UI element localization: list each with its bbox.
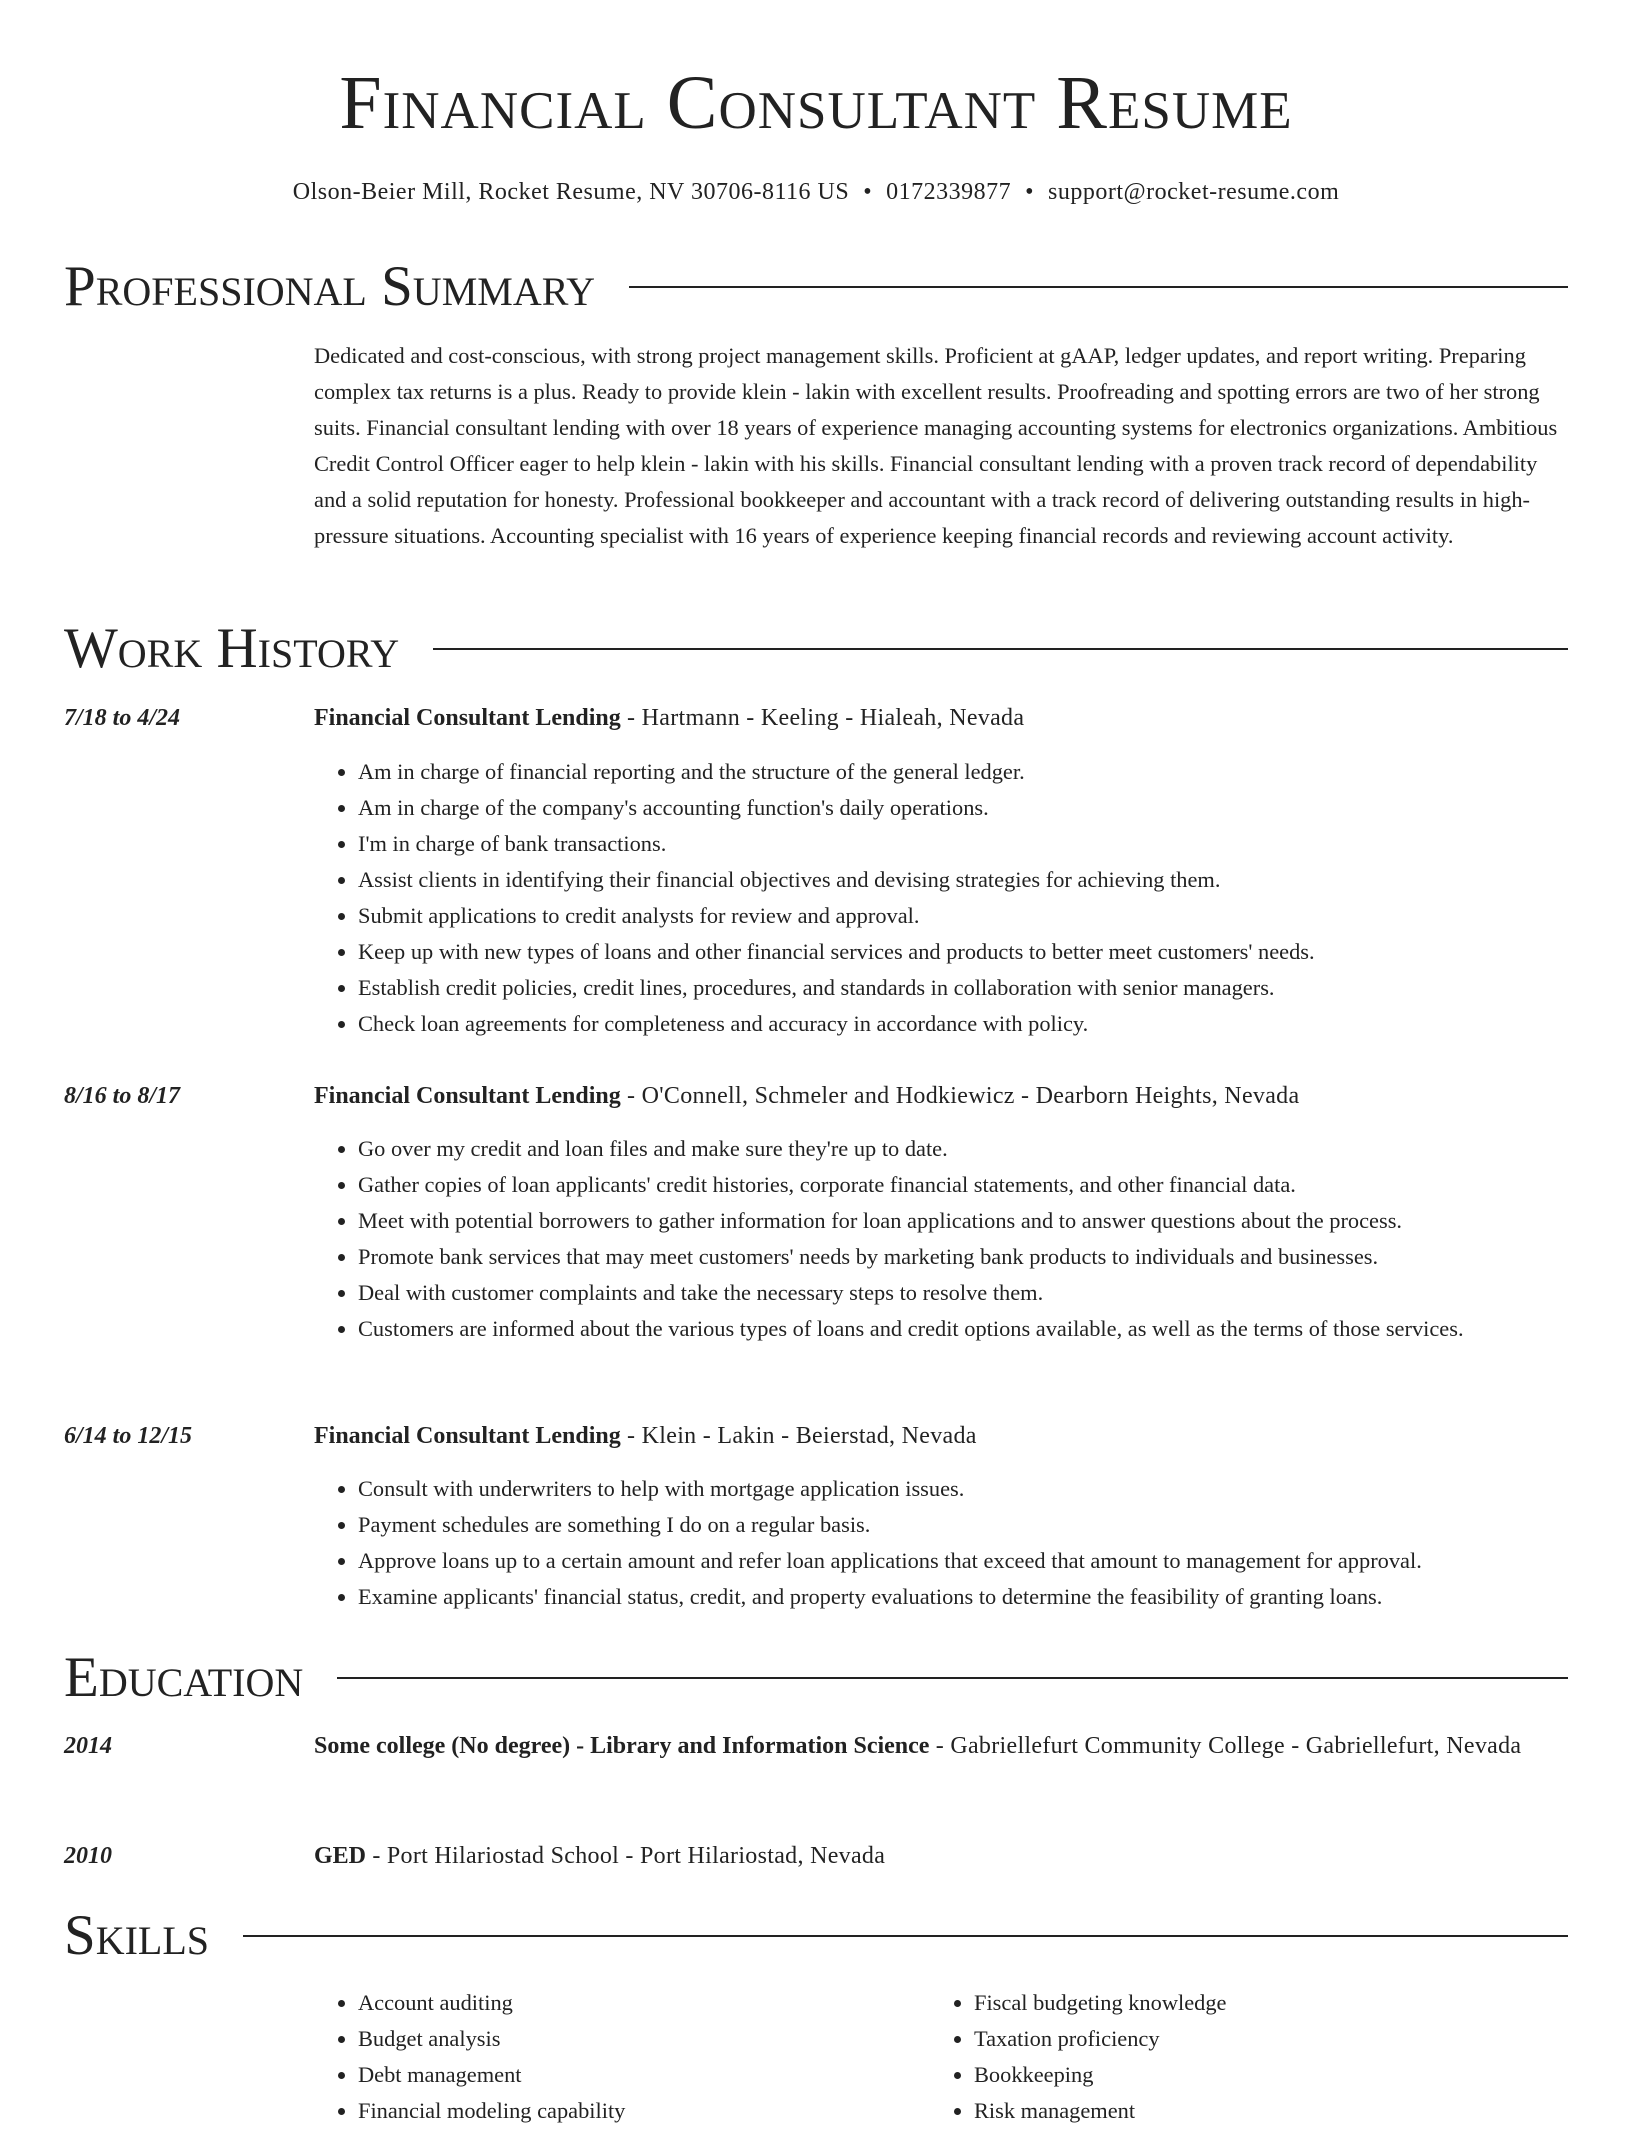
job-bullet: • Establish credit policies, credit lines, procedures, and standards in collaboration with senior managers.: [358, 970, 1568, 1006]
job-bullet: • Examine applicants' financial status, credit, and property evaluations to determine the feasibility of granting loans.: [358, 1579, 1568, 1615]
summary-section-header: [64, 254, 1568, 320]
skill-item: • Risk management: [974, 2093, 1544, 2129]
job-dates: 7/18 to 4/24: [64, 705, 181, 731]
skill-item: • Bookkeeping: [974, 2057, 1544, 2093]
summary-text: Dedicated and cost-conscious, with strong project management skills. Proficient at gAAP, ledger updates, and report writing. Preparing complex tax returns is a plus. Ready to provide klein - lakin with excellent results. Proofreading and spotting errors are two of her strong suits. Financial consultant lending with over 18 years of experience managing accounting systems for electronics organizations. Ambitious Credit Control Officer eager to help klein - lakin with his skills. Financial consultant lending with a proven track record of dependability and a solid reputation for honesty. Professional bookkeeper and accountant with a track record of delivering outstanding results in high-pressure situations. Accounting specialist with 16 years of experience keeping financial records and reviewing account activity.: [314, 343, 1558, 548]
job-details: - Hartmann - Keeling - Hialeah, Nevada: [620, 705, 1025, 731]
job-bullet: • Meet with potential borrowers to gather information for loan applications and to answer questions about the process.: [358, 1203, 1568, 1239]
job-bullet: • I'm in charge of bank transactions.: [358, 826, 1568, 862]
job-bullet: • Go over my credit and loan files and make sure they're up to date.: [358, 1131, 1568, 1167]
job-dates: 8/16 to 8/17: [64, 1083, 181, 1109]
contact-separator: •: [863, 179, 873, 205]
job-details: - Klein - Lakin - Beierstad, Nevada: [620, 1423, 977, 1449]
summary-section-title: Professional Summary: [64, 255, 596, 318]
skills-section-title: Skills: [64, 1904, 210, 1967]
job-bullets: [314, 1131, 1568, 1347]
section-divider: [243, 1935, 1568, 1937]
job-bullet: • Check loan agreements for completeness and accuracy in accordance with policy.: [358, 1006, 1568, 1042]
skill-item: • Budget analysis: [358, 2021, 928, 2057]
skill-item: • Fiscal budgeting knowledge: [974, 1985, 1544, 2021]
job-bullet: • Deal with customer complaints and take the necessary steps to resolve them.: [358, 1275, 1568, 1311]
contact-address: Olson-Beier Mill, Rocket Resume, NV 30706-8116 US: [292, 179, 850, 205]
contact-line: [64, 174, 1568, 210]
job-bullet: • Payment schedules are something I do on a regular basis.: [358, 1507, 1568, 1543]
skill-item: • Financial modeling capability: [358, 2093, 928, 2129]
skill-item: • Taxation proficiency: [974, 2021, 1544, 2057]
job-title: [314, 700, 1568, 737]
job-bullet: • Customers are informed about the various types of loans and credit options available, as well as the terms of those services.: [358, 1311, 1568, 1347]
job-title: [314, 1078, 1568, 1115]
section-divider: [433, 648, 1568, 650]
section-divider: [629, 286, 1568, 288]
job-role: Financial Consultant Lending: [314, 1083, 621, 1109]
work-section-header: [64, 616, 1568, 682]
education-degree: GED: [314, 1843, 367, 1869]
education-details: - Port Hilariostad School - Port Hilariostad, Nevada: [366, 1843, 886, 1869]
job-bullet: • Am in charge of the company's accounting function's daily operations.: [358, 790, 1568, 826]
job-bullet: • Am in charge of financial reporting and the structure of the general ledger.: [358, 754, 1568, 790]
contact-phone: 0172339877: [886, 179, 1012, 205]
job-details: - O'Connell, Schmeler and Hodkiewicz - Dearborn Heights, Nevada: [620, 1083, 1300, 1109]
education-title: [314, 1728, 1568, 1765]
job-bullet: • Assist clients in identifying their financial objectives and devising strategies for achieving them.: [358, 862, 1568, 898]
job-bullets: [314, 754, 1568, 1042]
education-title: [314, 1838, 1568, 1875]
job-role: Financial Consultant Lending: [314, 1423, 621, 1449]
resume-page: [64, 0, 1568, 2123]
job-bullet: • Approve loans up to a certain amount and refer loan applications that exceed that amount to management for approval.: [358, 1543, 1568, 1579]
education-section-title: Education: [64, 1646, 304, 1709]
job-bullet: • Submit applications to credit analysts for review and approval.: [358, 898, 1568, 934]
job-bullet: • Keep up with new types of loans and other financial services and products to better meet customers' needs.: [358, 934, 1568, 970]
skills-list-right: [930, 1985, 1544, 2129]
education-section-header: [64, 1645, 1568, 1711]
education-year: 2010: [64, 1843, 112, 1869]
section-divider: [337, 1677, 1568, 1679]
job-dates: 6/14 to 12/15: [64, 1423, 193, 1449]
job-bullet: • Gather copies of loan applicants' credit histories, corporate financial statements, and other financial data.: [358, 1167, 1568, 1203]
education-year: 2014: [64, 1733, 112, 1759]
contact-email: support@rocket-resume.com: [1048, 179, 1340, 205]
job-role: Financial Consultant Lending: [314, 705, 621, 731]
job-bullet: • Promote bank services that may meet customers' needs by marketing bank products to individuals and businesses.: [358, 1239, 1568, 1275]
education-details: - Gabriellefurt Community College - Gabriellefurt, Nevada: [929, 1733, 1522, 1759]
job-bullets: [314, 1471, 1568, 1615]
skills-section-header: [64, 1903, 1568, 1969]
skill-item: • Account auditing: [358, 1985, 928, 2021]
education-degree: Some college (No degree) - Library and Information Science: [314, 1733, 930, 1759]
work-section-title: Work History: [64, 617, 400, 680]
skills-list-left: [314, 1985, 928, 2129]
job-bullet: • Consult with underwriters to help with mortgage application issues.: [358, 1471, 1568, 1507]
skill-item: • Debt management: [358, 2057, 928, 2093]
resume-title: Financial Consultant Resume: [339, 61, 1293, 145]
job-title: [314, 1418, 1568, 1455]
contact-separator: •: [1025, 179, 1035, 205]
